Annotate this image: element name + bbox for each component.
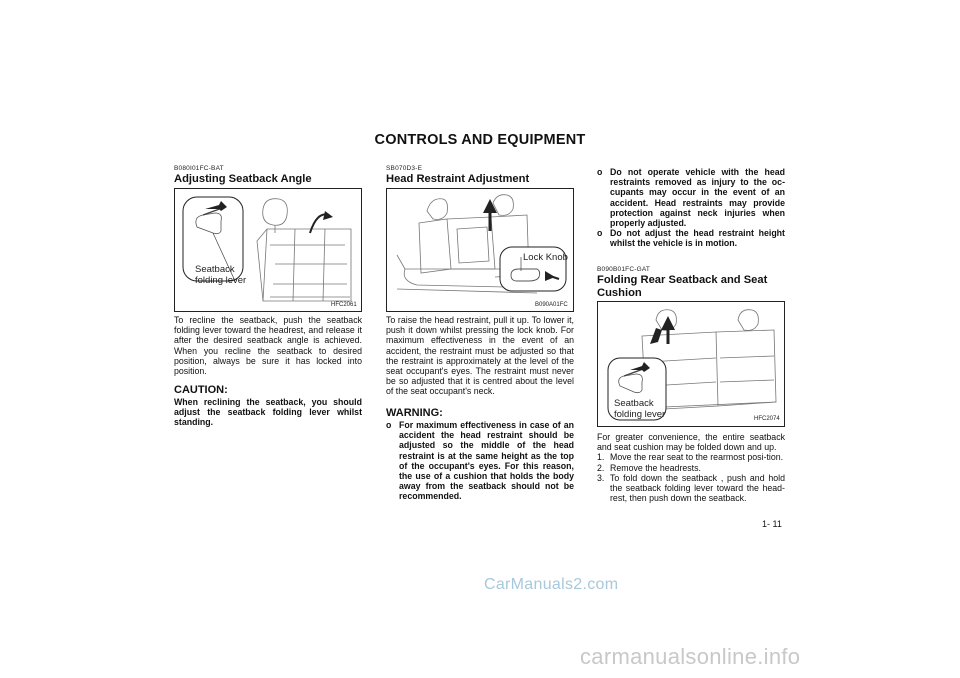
bullet-marker: o [597,167,603,177]
section-title: Head Restraint Adjustment [386,173,530,185]
step-number: 3. [597,472,605,483]
caution-heading: CAUTION: [174,384,228,396]
list-item [597,473,785,504]
bullet-marker: o [386,420,392,430]
figure-label-lock-knob: Lock Knob [523,252,568,263]
section-code: B090B01FC-GAT [597,266,651,273]
step-text: Move the rear seat to the rearmost posi-tion. [610,452,784,463]
warning-list [597,167,785,249]
seatback-illustration [175,189,361,311]
figure-label-seatback: Seatback [195,264,235,275]
bullet-marker: o [597,228,603,239]
figure-code: HFC2061 [331,302,357,308]
figure-label-folding-lever: folding lever [614,409,666,420]
section-body: To raise the head restraint, pull it up. To lower it, push it down whilst pressing the lock knob. For maximum effectiveness in the event of an accident, the restraint must be adjusted so that the restraint is approximately at the level of the seat occupant's eyes. The restraint must never be so adjusted that it is centred about the level of the seat occupant's neck. [386,315,574,397]
warning-text: For maximum effectiveness in case of an accident the head restraint should be adjusted so the middle of the head restraint is at the same height as the top of the occupant's eyes. For this reason, the use of a cushion that holds the body away from the seatback should not be recommended. [399,420,574,502]
section-body [597,432,785,503]
list-item [597,228,785,248]
warning-item [386,420,574,502]
figure-label-seatback: Seatback [614,398,654,409]
folding-seat-figure [597,301,785,427]
step-number: 1. [597,452,605,463]
figure-code: B090A01FC [535,302,568,308]
bullet-text: Do not adjust the head restraint height whilst the vehicle is in motion. [610,228,785,249]
watermark-primary: CarManuals2.com [484,576,619,593]
warning-heading: WARNING: [386,407,443,419]
section-code: SB070D3-E [386,165,423,172]
page-number: 1- 11 [762,519,782,529]
section-code: B080I01FC-BAT [174,165,224,172]
head-restraint-illustration [387,189,573,311]
step-text: Remove the headrests. [610,462,701,473]
step-text: To fold down the seatback , push and hold the seatback folding lever toward the head-rest, then push down the seatback. [610,472,785,504]
page-header: CONTROLS AND EQUIPMENT [374,132,586,148]
figure-code: HFC2074 [754,416,780,422]
step-number: 2. [597,462,605,473]
section-title-line-1: Folding Rear Seatback and Seat [597,274,768,286]
head-restraint-figure [386,188,574,312]
caution-text: When reclining the seatback, you should adjust the seatback folding lever whilst standing. [174,397,362,428]
list-item [597,167,785,228]
figure-label-folding-lever: folding lever [195,275,247,286]
intro-text: For greater convenience, the entire seatback and seat cushion may be folded down and up. [597,432,785,453]
section-body: To recline the seatback, push the seatback folding lever toward the headrest, and release it after the desired seatback angle is achieved. When you recline the seatback to desired position, always be sure it has locked into position. [174,315,362,377]
seatback-figure [174,188,362,312]
list-item [597,452,785,462]
list-item [597,463,785,473]
bullet-text: Do not operate vehicle with the head restraints removed as injury to the oc-cupants may occur in the event of an accident. Head restraints may provide protection against neck injuries when properly adjusted. [610,167,785,229]
section-title: Adjusting Seatback Angle [174,173,312,185]
section-title-line-2: Cushion [597,287,642,299]
watermark-secondary: carmanualsonline.info [580,644,801,669]
